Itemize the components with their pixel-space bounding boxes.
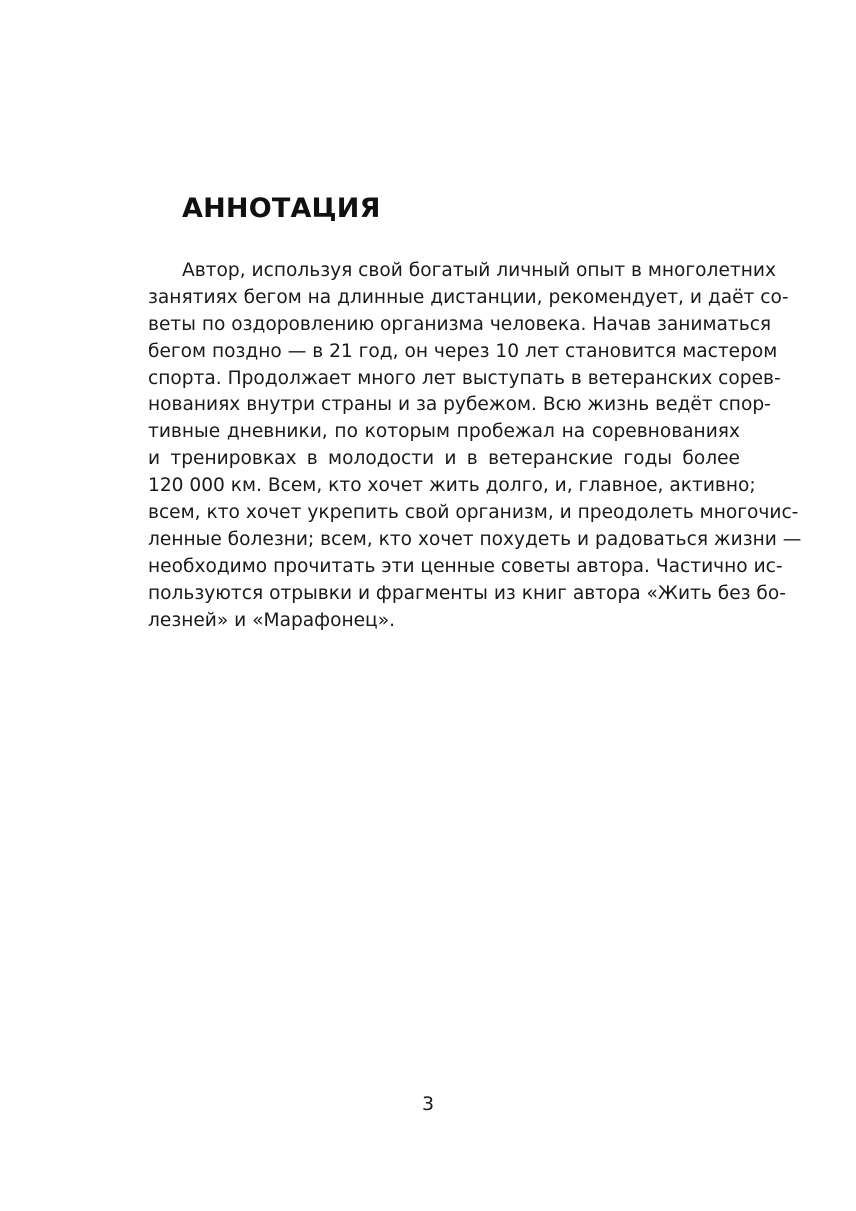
paragraph-line: ленные болезни; всем, кто хочет похудеть и радоваться жизни — bbox=[148, 528, 802, 550]
paragraph-line: лезней» и «Марафонец». bbox=[148, 609, 395, 631]
paragraph-line: веты по оздоровлению организма человека. Начав заниматься bbox=[148, 313, 772, 335]
paragraph-line: всем, кто хочет укрепить свой организм, и преодолеть многочис- bbox=[148, 502, 799, 524]
paragraph-line: занятиях бегом на длинные дистанции, рекомендует, и даёт со- bbox=[148, 286, 789, 308]
annotation-paragraph bbox=[148, 258, 802, 634]
paragraph-line: необходимо прочитать эти ценные советы автора. Частично ис- bbox=[148, 555, 783, 577]
paragraph-line: бегом поздно — в 21 год, он через 10 лет становится мастером bbox=[148, 340, 778, 362]
paragraph-line: Автор, используя свой богатый личный опыт в многолетних bbox=[182, 260, 776, 281]
paragraph-line: пользуются отрывки и фрагменты из книг автора «Жить без бо- bbox=[148, 582, 786, 604]
paragraph-line: спорта. Продолжает много лет выступать в ветеранских сорев- bbox=[148, 367, 781, 389]
paragraph-line: тивные дневники, по которым пробежал на соревнованиях bbox=[148, 421, 740, 443]
paragraph-line: нованиях внутри страны и за рубежом. Всю жизнь ведёт спор- bbox=[148, 394, 771, 416]
page-number: 3 bbox=[421, 1093, 435, 1115]
page-title: АННОТАЦИЯ bbox=[182, 193, 381, 224]
paragraph-line: и тренировках в молодости и в ветеранские годы более bbox=[148, 448, 740, 470]
paragraph-line: 120 000 км. Всем, кто хочет жить долго, и, главное, активно; bbox=[148, 475, 756, 497]
